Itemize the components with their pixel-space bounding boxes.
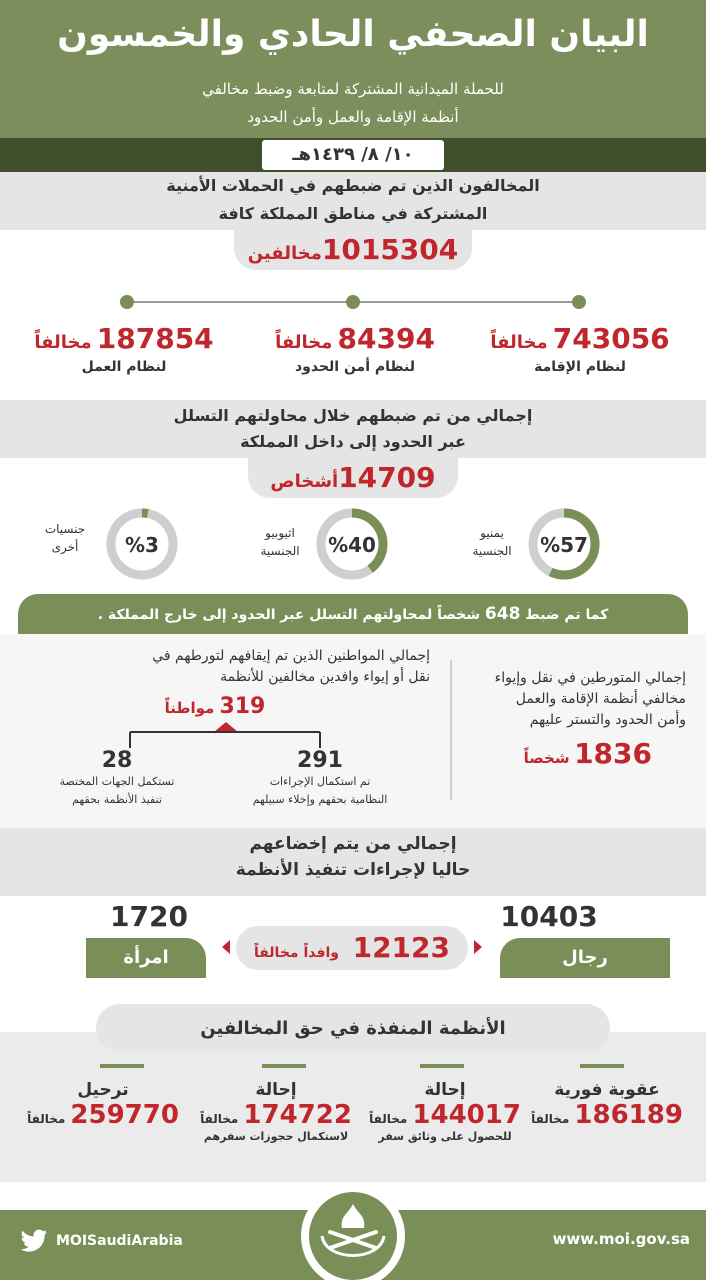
citizens-unit: مواطناً	[164, 699, 215, 717]
infiltration-total-unit: أشخاص	[270, 471, 339, 492]
twitter-handle: MOISaudiArabia	[56, 1233, 183, 1249]
transport-unit: شخصاً	[523, 749, 570, 767]
citizens-value: 319	[219, 694, 266, 719]
twitter-link[interactable]	[20, 1226, 210, 1256]
transport-line: إجمالي المتورطين في نقل وإيواء	[494, 670, 686, 686]
citizens-split-pending	[22, 748, 212, 809]
outbound-number: 648	[484, 604, 521, 624]
current-heading-line2: حاليا لإجراءات تنفيذ الأنظمة	[235, 860, 471, 880]
gauge-label-other	[30, 520, 100, 556]
violators-total: 1015304	[321, 233, 459, 266]
citizens-box	[30, 646, 430, 688]
enforced-unit: مخالفاً	[27, 1112, 66, 1126]
current-heading-line1: إجمالي من يتم إخضاعهم	[249, 834, 457, 854]
gauge-label-line: اثيوبيو	[265, 526, 295, 540]
enforced-title: إحالة	[255, 1080, 297, 1100]
enforced-marker	[420, 1064, 464, 1068]
current-total-pill	[236, 926, 468, 970]
section3-divider	[450, 660, 452, 800]
violation-label: لنظام الإقامة	[534, 359, 626, 375]
timeline-dot	[346, 295, 360, 309]
split-line: تم استكمال الإجراءات	[269, 775, 371, 788]
gauge-label-line: جنسيات	[44, 522, 86, 536]
split-line: النظامية بحقهم وإخلاء سبيلهم	[252, 793, 388, 806]
transport-value: 1836	[574, 737, 652, 770]
enforced-item-referral-docs	[360, 1080, 530, 1143]
page-title: البيان الصحفي الحادي والخمسون	[57, 14, 649, 55]
website-link[interactable]: www.moi.gov.sa	[552, 1230, 690, 1248]
violation-value: 187854	[96, 322, 214, 355]
split-value: 291	[297, 748, 343, 773]
violation-item-border	[255, 322, 455, 375]
enforced-item-immediate	[522, 1080, 692, 1130]
enforced-marker	[100, 1064, 144, 1068]
gauge-label-yemeni	[458, 524, 526, 560]
enforced-value: 144017	[412, 1100, 521, 1130]
twitter-icon	[20, 1229, 48, 1253]
citizens-split-released	[210, 748, 430, 809]
current-total: 12123	[352, 931, 451, 964]
violation-value: 84394	[337, 322, 435, 355]
violation-value: 743056	[552, 322, 670, 355]
gauge-other	[106, 508, 178, 580]
citizens-line: نقل أو إيواء وافدين مخالفين للأنظمة	[220, 669, 430, 685]
enforced-marker	[262, 1064, 306, 1068]
enforced-note: لاستكمال حجوزات سفرهم	[203, 1130, 349, 1143]
split-line: تستكمل الجهات المختصة	[59, 775, 175, 788]
timeline-dot	[572, 295, 586, 309]
violation-unit: مخالفاً	[275, 332, 333, 353]
violation-unit: مخالفاً	[34, 332, 92, 353]
men-value: 10403	[500, 900, 598, 933]
outbound-pre: كما تم ضبط	[525, 607, 609, 623]
infiltration-total: 14709	[338, 461, 436, 494]
violators-total-unit: مخالفين	[247, 243, 322, 264]
gauge-percent: %40	[328, 533, 376, 557]
citizens-total	[150, 694, 280, 719]
outbound-band	[18, 594, 688, 634]
enforced-item-deportation	[18, 1080, 188, 1130]
violators-heading-line1: المخالفون الذين تم ضبطهم في الحملات الأمنية	[166, 176, 540, 195]
enforced-title: ترحيل	[77, 1080, 129, 1100]
transport-line: مخالفي أنظمة الإقامة والعمل	[515, 691, 686, 707]
transport-line: وأمن الحدود والتستر عليهم	[529, 712, 686, 728]
enforced-value: 186189	[574, 1100, 683, 1130]
violation-item-labor	[24, 322, 224, 375]
men-tab: رجال	[500, 938, 670, 978]
enforced-title: إحالة	[424, 1080, 466, 1100]
arrow-left-icon	[222, 940, 230, 954]
enforced-unit: مخالفاً	[369, 1112, 408, 1126]
citizens-line: إجمالي المواطنين الذين تم إيقافهم لتورطهم في	[152, 648, 430, 664]
subtitle-line2: أنظمة الإقامة والعمل وأمن الحدود	[247, 108, 459, 126]
enforced-note: للحصول على وثائق سفر	[378, 1130, 512, 1143]
enforced-marker	[580, 1064, 624, 1068]
date-badge: ١٠/ ٨/ ١٤٣٩هـ	[262, 140, 444, 170]
violators-total-pill	[234, 230, 472, 270]
women-tab: امرأة	[86, 938, 206, 978]
timeline-dot	[120, 295, 134, 309]
split-value: 28	[101, 748, 133, 773]
infiltration-total-pill	[248, 458, 458, 498]
gauge-label-line: الجنسية	[260, 544, 300, 558]
violation-label: لنظام العمل	[81, 359, 167, 375]
enforced-unit: مخالفاً	[200, 1112, 239, 1126]
current-total-unit: وافداً مخالفاً	[253, 945, 340, 961]
ministry-emblem-icon	[300, 1176, 406, 1280]
gauge-label-line: يمنيو	[480, 526, 504, 540]
subtitle-line1: للحملة الميدانية المشتركة لمتابعة وضبط مخالفي	[202, 80, 504, 98]
gauge-label-ethiopian	[246, 524, 314, 560]
enforced-heading: الأنظمة المنفذة في حق المخالفين	[200, 1018, 506, 1039]
women-value: 1720	[110, 900, 188, 933]
gauge-yemeni	[528, 508, 600, 580]
infiltration-heading-line2: عبر الحدود إلى داخل المملكة	[240, 432, 466, 451]
violation-item-residency	[480, 322, 680, 375]
infiltration-heading-line1: إجمالي من تم ضبطهم خلال محاولتهم التسلل	[173, 406, 533, 425]
violation-label: لنظام أمن الحدود	[294, 359, 416, 375]
transport-box	[464, 668, 686, 770]
gauge-ethiopian	[316, 508, 388, 580]
violators-heading-line2: المشتركة في مناطق المملكة كافة	[218, 204, 488, 223]
gauge-percent: %57	[540, 533, 588, 557]
violation-unit: مخالفاً	[490, 332, 548, 353]
enforced-title: عقوبة فورية	[554, 1080, 660, 1100]
gauge-label-line: أخرى	[51, 540, 79, 554]
outbound-post: شخصاً لمحاولتهم التسلل عبر الحدود إلى خارج المملكة .	[97, 607, 481, 623]
arrow-right-icon	[474, 940, 482, 954]
enforced-unit: مخالفاً	[531, 1112, 570, 1126]
enforced-value: 259770	[70, 1100, 179, 1130]
enforced-item-referral-booking	[186, 1080, 366, 1143]
split-line: تنفيذ الأنظمة بحقهم	[72, 793, 162, 806]
gauge-percent: %3	[125, 533, 159, 557]
gauge-label-line: الجنسية	[472, 544, 512, 558]
enforced-value: 174722	[243, 1100, 352, 1130]
